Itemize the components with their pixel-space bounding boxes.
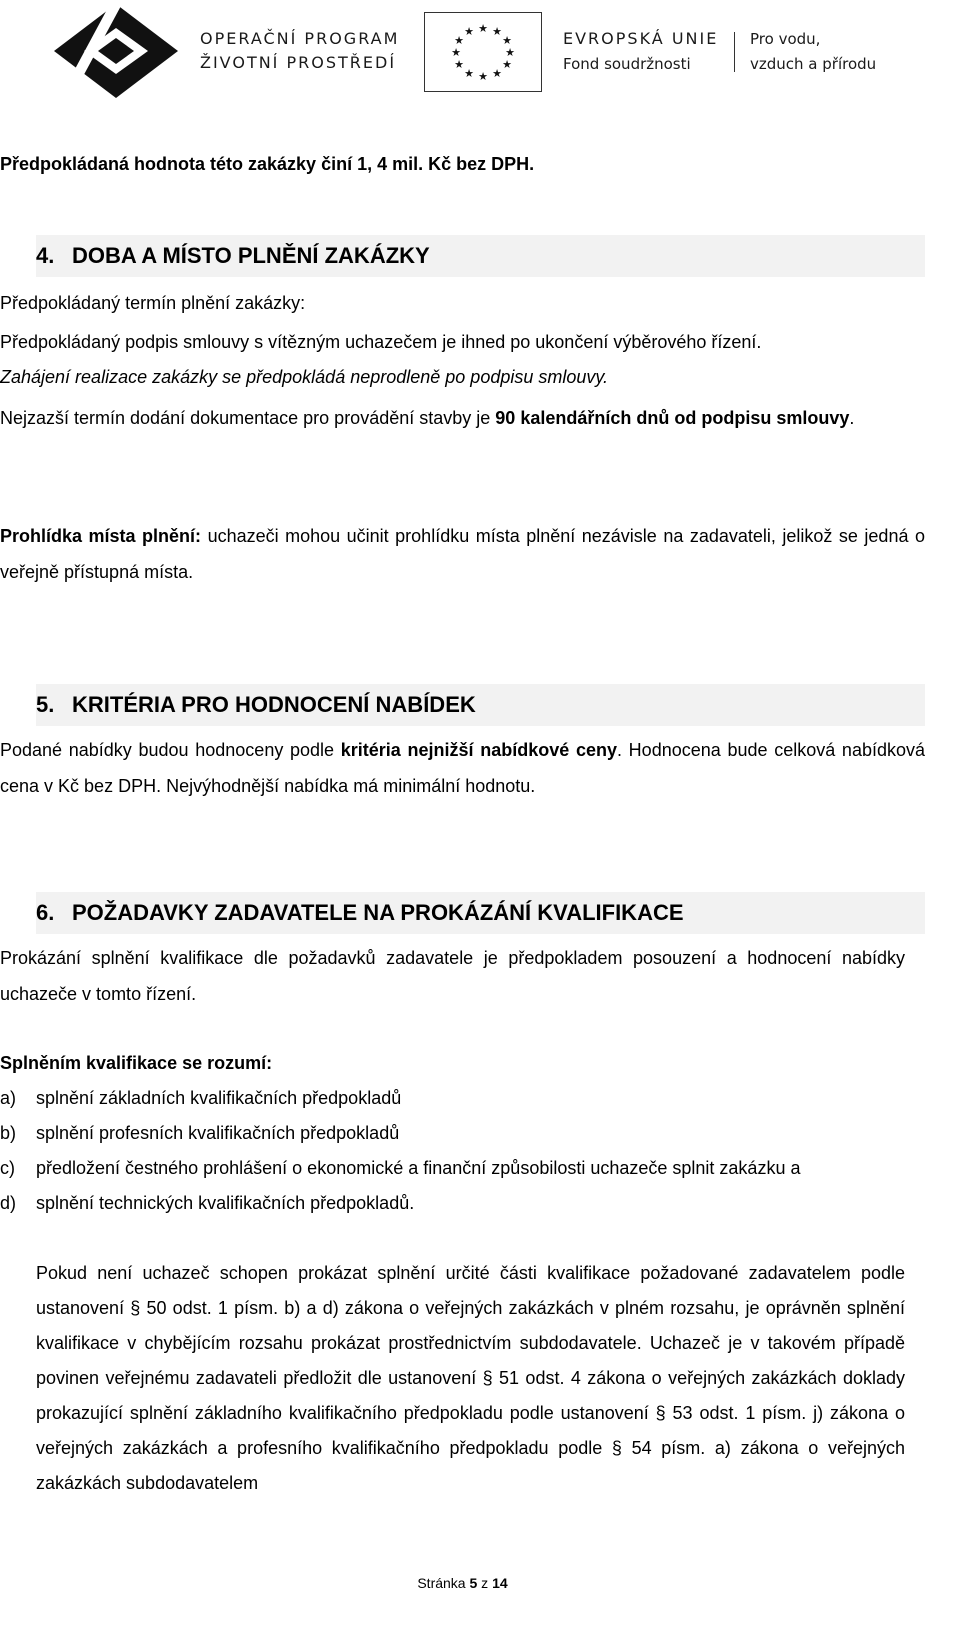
svg-text:★: ★	[492, 25, 502, 38]
opzp-logo-icon	[52, 2, 180, 100]
subcontractor-paragraph: Pokud není uchazeč schopen prokázat splnění určité části kvalifikace požadované zadavatelem podle ustanovení § 50 odst. 1 písm. b) a d) zákona o veřejných zakázkách v plném rozsahu, je oprávněn splnění kvalifikace v chybějícím rozsahu prokázat prostřednictvím subdodavatele. Uchazeč je v takovém případě povinen veřejnému zadavateli předložit dle ustanovení § 51 odst. 4 zákona o veřejných zakázkách doklady prokazující splnění základního kvalifikačního předpokladu podle ustanovení § 53 odst. 1 písm. j) zákona o veřejných zakázkách a profesního kvalifikačního předpokladu podle § 54 písm. a) zákona o veřejných zakázkách subdodavatelem	[36, 1263, 905, 1493]
header-divider	[734, 32, 735, 72]
section-5-heading	[36, 684, 476, 726]
program-line-1: OPERAČNÍ PROGRAM	[200, 29, 400, 48]
eu-line-1: EVROPSKÁ UNIE	[563, 29, 719, 48]
svg-text:★: ★	[451, 46, 461, 59]
list-item: c) předložení čestného prohlášení o ekonomické a finanční způsobilosti uchazeče splnit zakázku a	[0, 1158, 801, 1178]
eu-stars-icon	[425, 13, 541, 91]
svg-text:★: ★	[454, 58, 464, 71]
svg-text:★: ★	[478, 70, 488, 83]
svg-text:★: ★	[464, 25, 474, 38]
list-item: d) splnění technických kvalifikačních předpokladů.	[0, 1193, 415, 1213]
section-6-heading	[36, 892, 684, 934]
signing-line: Předpokládaný podpis smlouvy s vítězným uchazečem je ihned po ukončení výběrového řízení.	[0, 332, 762, 352]
slogan-line-1: Pro vodu,	[750, 30, 821, 48]
inspection-paragraph: Prohlídka místa plnění: uchazeči mohou učinit prohlídku místa plnění nezávisle na zadavateli, jelikož se jedná o veřejně přístupná místa.	[0, 526, 925, 582]
deadline-paragraph: Nejzazší termín dodání dokumentace pro provádění stavby je 90 kalendářních dnů od podpisu smlouvy.	[0, 408, 855, 428]
start-line: Zahájení realizace zakázky se předpokládá neprodleně po podpisu smlouvy.	[0, 367, 609, 387]
svg-text:★: ★	[505, 46, 515, 59]
term-label: Předpokládaný termín plnění zakázky:	[0, 293, 306, 313]
estimated-value: Předpokládaná hodnota této zakázky činí 1, 4 mil. Kč bez DPH.	[0, 154, 535, 174]
section-4-number: 4.	[36, 243, 55, 268]
section-4-title: DOBA A MÍSTO PLNĚNÍ ZAKÁZKY	[72, 243, 430, 268]
svg-text:★: ★	[464, 67, 474, 80]
section-6-number: 6.	[36, 900, 55, 925]
svg-text:★: ★	[492, 67, 502, 80]
section-5-number: 5.	[36, 692, 55, 717]
list-item: a) splnění základních kvalifikačních předpokladů	[0, 1088, 402, 1108]
section-4-heading	[36, 235, 430, 277]
qualification-intro: Prokázání splnění kvalifikace dle požadavků zadavatele je předpokladem posouzení a hodnocení nabídky uchazeče v tomto řízení.	[0, 948, 905, 1004]
page-number: Stránka 5 z 14	[417, 1575, 508, 1591]
eu-flag-box	[424, 12, 542, 92]
svg-text:★: ★	[502, 34, 512, 47]
program-line-2: ŽIVOTNÍ PROSTŘEDÍ	[200, 53, 397, 72]
svg-text:★: ★	[454, 34, 464, 47]
eu-line-2: Fond soudržnosti	[563, 55, 691, 73]
list-heading: Splněním kvalifikace se rozumí:	[0, 1053, 273, 1073]
section-6-title: POŽADAVKY ZADAVATELE NA PROKÁZÁNÍ KVALIFIKACE	[72, 900, 684, 925]
list-item: b) splnění profesních kvalifikačních předpokladů	[0, 1123, 400, 1143]
slogan-line-2: vzduch a přírodu	[750, 55, 877, 73]
section-5-title: KRITÉRIA PRO HODNOCENÍ NABÍDEK	[72, 692, 476, 717]
svg-text:★: ★	[478, 22, 488, 35]
criteria-paragraph: Podané nabídky budou hodnoceny podle kritéria nejnižší nabídkové ceny. Hodnocena bude celková nabídková cena v Kč bez DPH. Nejvýhodnější nabídka má minimální hodnotu.	[0, 740, 925, 796]
svg-text:★: ★	[502, 58, 512, 71]
